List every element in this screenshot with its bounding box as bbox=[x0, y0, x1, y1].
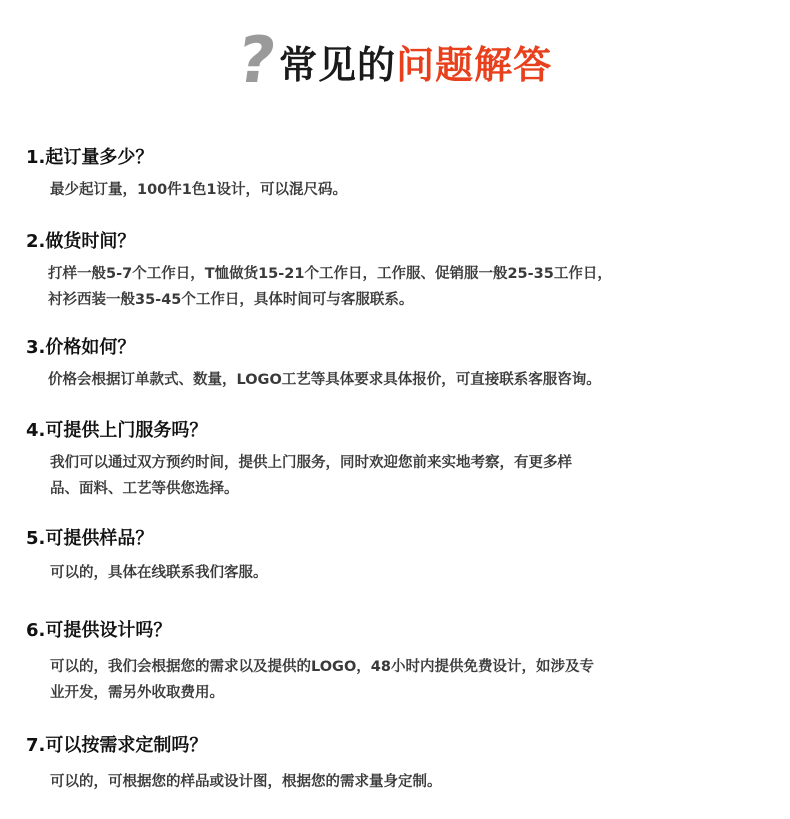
faq-item-2 bbox=[26, 231, 766, 313]
page-title-dark: 常见的 bbox=[279, 42, 397, 87]
faq-answer-line: 我们可以通过双方预约时间，提供上门服务，同时欢迎您前来实地考察，有更多样 bbox=[50, 455, 572, 471]
faq-answer-line: 最少起订量，100件1色1设计，可以混尺码。 bbox=[50, 182, 347, 198]
faq-answer-line: 品、面料、工艺等供您选择。 bbox=[50, 481, 239, 497]
faq-question: 1.起订量多少？ bbox=[26, 147, 154, 168]
faq-item-1 bbox=[26, 147, 766, 203]
page-title-accent: 问题解答 bbox=[396, 42, 553, 87]
faq-question: 7.可以按需求定制吗？ bbox=[26, 735, 208, 756]
faq-question: 5.可提供样品？ bbox=[26, 528, 154, 549]
faq-answer-line: 价格会根据订单款式、数量，LOGO工艺等具体要求具体报价，可直接联系客服咨询。 bbox=[48, 372, 601, 388]
faq-item-7 bbox=[26, 735, 766, 795]
page-header bbox=[0, 26, 790, 96]
faq-item-5 bbox=[26, 528, 766, 586]
question-mark-icon: ? bbox=[232, 24, 281, 98]
faq-answer-line: 可以的，具体在线联系我们客服。 bbox=[50, 565, 268, 581]
faq-answer-line: 衬衫西装一般35-45个工作日，具体时间可与客服联系。 bbox=[48, 292, 414, 308]
faq-question: 3.价格如何？ bbox=[26, 337, 136, 358]
faq-item-3 bbox=[26, 337, 766, 393]
faq-answer-line: 可以的，可根据您的样品或设计图，根据您的需求量身定制。 bbox=[50, 774, 442, 790]
faq-question: 4.可提供上门服务吗？ bbox=[26, 420, 208, 441]
faq-item-6 bbox=[26, 620, 766, 706]
faq-answer-line: 可以的，我们会根据您的需求以及提供的LOGO，48小时内提供免费设计，如涉及专 bbox=[50, 659, 594, 675]
faq-answer-line: 业开发，需另外收取费用。 bbox=[50, 685, 224, 701]
faq-item-4 bbox=[26, 420, 766, 502]
faq-question: 6.可提供设计吗？ bbox=[26, 620, 172, 641]
faq-question: 2.做货时间？ bbox=[26, 231, 136, 252]
faq-answer-line: 打样一般5-7个工作日，T恤做货15-21个工作日，工作服、促销服一般25-35工作日， bbox=[48, 266, 612, 282]
